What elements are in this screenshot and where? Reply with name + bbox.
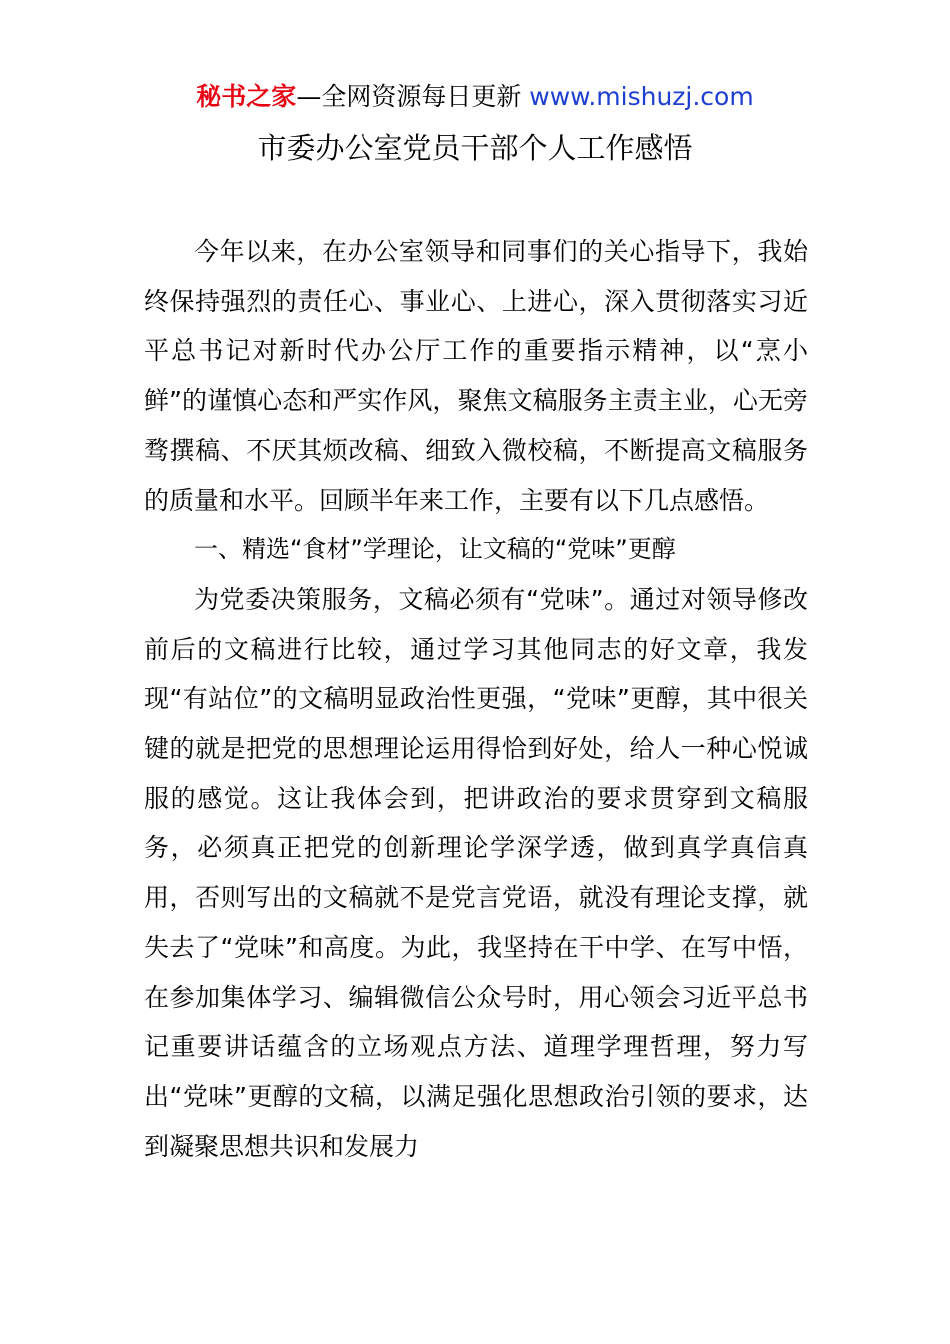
document-title: 市委办公室党员干部个人工作感悟 <box>257 131 693 165</box>
section-heading: 一、精选“食材”学理论，让文稿的“党味”更醇 <box>194 535 676 564</box>
section-paragraph: 为党委决策服务，文稿必须有“党味”。通过对领导修改前后的文稿进行比较，通过学习其他同志的好文章，我发现“有站位”的文稿明显政治性更强，“党味”更醇，其中很关键的就是把党的思想理论运用得恰到好处，给人一种心悦诚服的感觉。这让我体会到，把讲政治的要求贯穿到文稿服务，必须真正把党的创新理论学深学透，做到真学真信真用，否则写出的文稿就不是党言党语，就没有理论支撑，就失去了“党味”和高度。为此，我坚持在干中学、在写中悟，在参加集体学习、编辑微信公众号时，用心领会习近平总书记重要讲话蕴含的立场观点方法、道理学理哲理，努力写出“党味”更醇的文稿，以满足强化思想政治引领的要求，达到凝聚思想共识和发展力 <box>144 584 808 1161</box>
site-url-link[interactable]: www.mishuzj.com <box>529 82 754 111</box>
header-tagline: 全网资源每日更新 <box>321 82 522 111</box>
header-dash: — <box>296 82 322 111</box>
document-body <box>144 227 808 1171</box>
intro-paragraph: 今年以来，在办公室领导和同事们的关心指导下，我始终保持强烈的责任心、事业心、上进心，深入贯彻落实习近平总书记对新时代办公厅工作的重要指示精神，以“烹小鲜”的谨慎心态和严实作风，聚焦文稿服务主责主业，心无旁骛撰稿、不厌其烦改稿、细致入微校稿，不断提高文稿服务的质量和水平。回顾半年来工作，主要有以下几点感悟。 <box>144 237 808 515</box>
site-brand: 秘书之家 <box>196 82 297 111</box>
site-header <box>0 80 950 114</box>
